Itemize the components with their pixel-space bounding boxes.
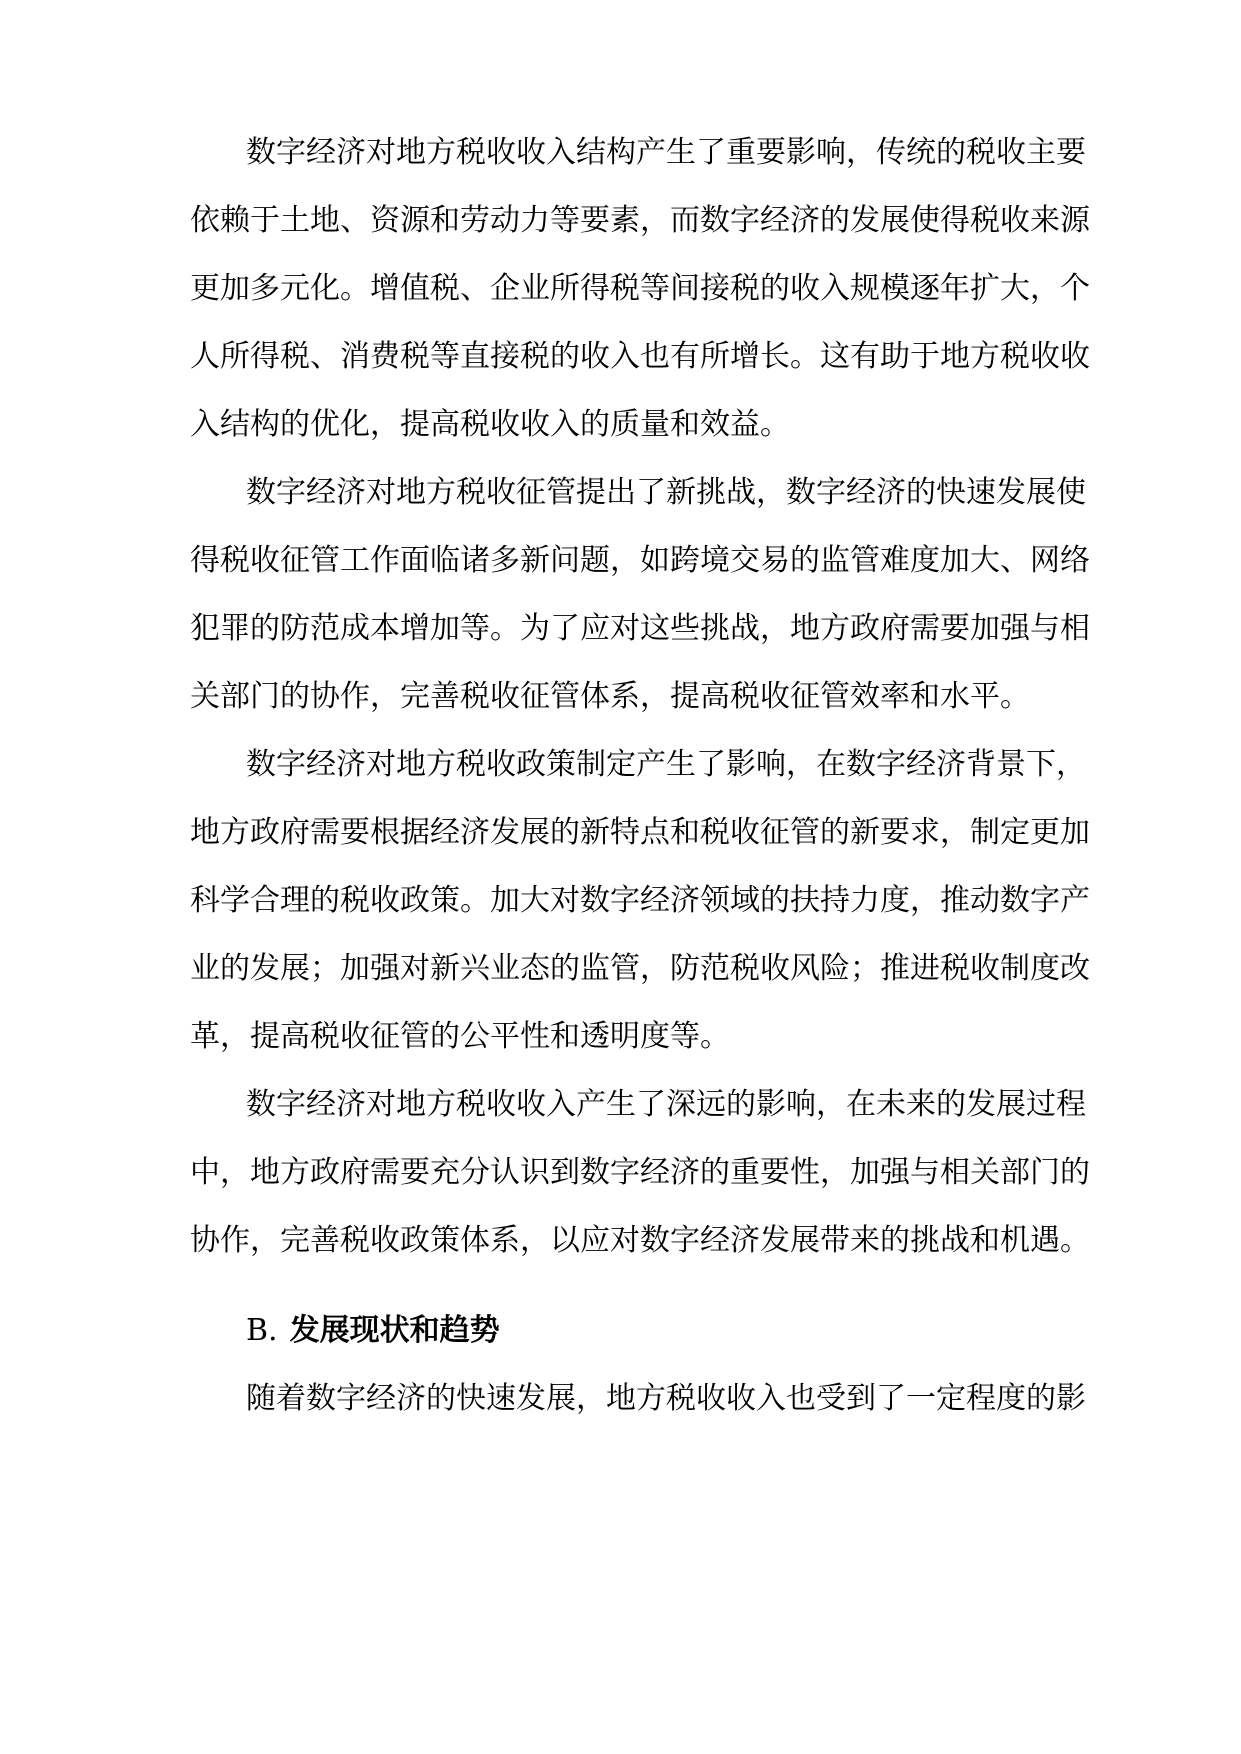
paragraph-line: 地方政府需要根据经济发展的新特点和税收征管的新要求，制定更加 <box>190 815 1090 850</box>
section-heading <box>246 1301 1060 1361</box>
paragraph-line: 协作，完善税收政策体系，以应对数字经济发展带来的挑战和机遇。 <box>190 1223 1090 1258</box>
paragraph-line: 得税收征管工作面临诸多新问题，如跨境交易的监管难度加大、网络 <box>190 543 1090 578</box>
paragraph-line: 数字经济对地方税收收入结构产生了重要影响，传统的税收主要 <box>246 135 1086 170</box>
paragraph-line: 业的发展；加强对新兴业态的监管，防范税收风险；推进税收制度改 <box>190 951 1090 986</box>
paragraph-line: 中，地方政府需要充分认识到数字经济的重要性，加强与相关部门的 <box>190 1155 1090 1190</box>
paragraph-line: 人所得税、消费税等直接税的收入也有所增长。这有助于地方税收收 <box>190 339 1090 374</box>
paragraph-line: 数字经济对地方税收收入产生了深远的影响，在未来的发展过程 <box>246 1087 1086 1122</box>
section-title: 发展现状和趋势 <box>289 1313 500 1348</box>
paragraph-line: 革，提高税收征管的公平性和透明度等。 <box>190 1019 730 1054</box>
paragraph-line: 关部门的协作，完善税收征管体系，提高税收征管效率和水平。 <box>190 679 1030 714</box>
paragraph-line: 依赖于土地、资源和劳动力等要素，而数字经济的发展使得税收来源 <box>190 203 1090 238</box>
paragraph-line: 入结构的优化，提高税收收入的质量和效益。 <box>190 407 790 442</box>
paragraph-line: 更加多元化。增值税、企业所得税等间接税的收入规模逐年扩大，个 <box>190 271 1090 306</box>
paragraph-line: 犯罪的防范成本增加等。为了应对这些挑战，地方政府需要加强与相 <box>190 611 1090 646</box>
paragraph-line: 数字经济对地方税收政策制定产生了影响，在数字经济背景下， <box>246 747 1086 782</box>
paragraph-line: 随着数字经济的快速发展，地方税收收入也受到了一定程度的影 <box>246 1381 1086 1416</box>
paragraph-line: 数字经济对地方税收征管提出了新挑战，数字经济的快速发展使 <box>246 475 1086 510</box>
paragraph-line: 科学合理的税收政策。加大对数字经济领域的扶持力度，推动数字产 <box>190 883 1090 918</box>
section-number: B. <box>246 1313 278 1348</box>
